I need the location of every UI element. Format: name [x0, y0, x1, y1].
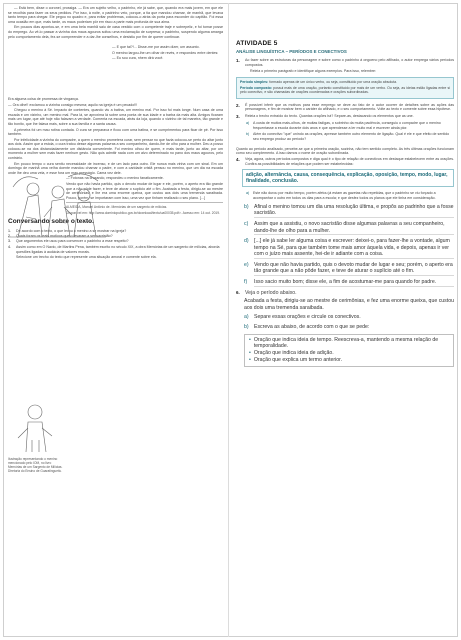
dialog-line: — Eu sou cura, nhem dirá você. — [112, 56, 164, 61]
question-2: 2. É possível inferir que os motivos para esse emprego se deve ao fato de o autor ocorrer de detalhes sobre as ações das personagens, e fim de mostrar bem o caráter do afilhado, e o seu comportamento. Volte ao texto e comente sobre essa hipótese. — [236, 102, 454, 112]
bullet-icon: • — [249, 336, 251, 343]
question-4a: a) Este não durou por muito tempo, porém afetou já estam as gazetas não repetidas, que o padrinho se viu forçado a acompanhar o outro em todos os dias para a escola; e que desfez todos os planos que ele tinha em consideração. — [246, 191, 436, 201]
period-text: Acabada a festa, dirigiu-se ao mestre de cerimônias, e fez uma enorme queixa, que custou aos dois uma tremenda saraibada. — [244, 298, 454, 311]
bullet-item: • Oração que explica um termo anterior. — [249, 357, 343, 364]
dialog-block — [112, 45, 223, 61]
activity-title: ATIVIDADE 5 — [236, 40, 278, 47]
bullet-item: • Oração que indica ideia de tempo. Reescreva-a, mantendo a mesma relação de temporalidade. — [249, 336, 439, 350]
footnote-source: ALMEIDA, Manuel Antônio de. Memórias de um sargento de milícias. — [66, 205, 168, 210]
section-title: Conversando sobre o texto. — [8, 218, 94, 225]
question-1: 1. Ao fazer sobre as estruturas da personagem e sobre como o padrinho á ongoeno pelo afilhado, o autor emprega vários períodos compostos. — [236, 58, 454, 67]
question-3b: b) Além do conectivo "que" unindo as orações, apresse também outro elemento de ligação. Qual é ele e que efeito de sentido seu emprego produz ao período? — [246, 132, 450, 142]
bullet-icon: • — [249, 357, 251, 364]
activity-subtitle: ANÁLISE LINGUÍSTICA – PERÍODOS E CONECTIVOS — [236, 49, 347, 54]
question-3a: a) A custa de muitos mais-olhos, de muitas fadigas, o sobrinho da muita paciência, conseguiu o compadre que o menino frequentasse a escola durante dois anos e que aprendesse a ler muito mal e escrever ainda pior. — [246, 120, 441, 130]
right-page — [236, 6, 454, 369]
bullet-icon: • — [249, 350, 251, 357]
paragraph: Em pouco tempo o cura sentiu necessidade de incenso, e de um lado para outro. Ele nunca mais vinha com um sinal. Em um domingo de manhã uma velha doente mandou chamar o padre, e com a caridade cristã pensou no menino, que um dia na escada onde lhe deu uma vela, e esse fora um mau presságio. Cama vez dele. — [8, 161, 223, 175]
question-4: 4. Veja, agora, outros períodos compostos e diga qual é o tipo de relação de conectivos em destaque estabelecem entre as orações. Confira as possibilidades de relações que podem ser estabelecidas: — [236, 156, 454, 166]
question-item: 4. Assim como em O Navio, de Martins Pena, também escrito no século XIX, a obra Memórias de um sargento de milícias, aborda questões ligadas à audácia de valores morais. — [8, 244, 220, 254]
question-item: 3. Que argumentos ele usou para convencer o padrinho a esse respeito? — [8, 239, 129, 244]
paragraph: Quanto ao período analisado, percebe-se que a primeira oração, sozinha, não tem sentido completo. As três últimas orações funcionam como seu complemento. A isso damos o nome de oração subordinada. — [236, 146, 454, 156]
question-item: 1. De acordo com o texto, o que levou o menino a se mostrar na igreja? — [8, 229, 127, 233]
definition-compound: Período composto: possui mais de uma oração, portanto constituído por mais de um verbo. Ou seja, as ideias estão ligadas entre si pelo conectivo, e são chamadas de orações coordenadas e orações subordinadas. — [240, 85, 451, 94]
question-3: 3. Releia o trecho extraído do texto. Quantas orações há? Separe-as, destacando os elementos que as une. — [236, 113, 414, 119]
answer-item[interactable]: f) Isso sacio muito bom; disse ele, a fim de acostumar-me para quando for padre. — [244, 279, 454, 287]
answer-item[interactable]: c) Assim que a assistiu, o novo sacristão disse algumas palavras a seu companheiro, dando-lhe de olho para a mulher. — [244, 221, 454, 235]
paragraph: Chegou o menino à Sé. Impacto de contentes, quando viu a batina, um menino mal. Por isso foi mais longe. Num casa de uma escada e um vizinho, um menino mal. Para lá, se aproxima lá sobre uma ponta de sua idade e a barba da mais alta. Amigos ficaram mais um lugar, que até hoje não falavam a verdade. Comenta na escada, atrás da loja, quando o vizinho de tal maneira, tão grande e tão bonito, que lhe falava mais, sobre a sua família e a santa causa. — [8, 108, 223, 126]
figure-caption: Ilustração representando o menino mencionado pelo IOM, no livro Memórias de um Sargento de Milícias. Diretoria do Ensino de Guaratinguetá. — [8, 457, 63, 473]
definition-box — [236, 77, 454, 99]
relations-box: adição, alternância, causa, consequência, explicação, oposição, tempo, modo, lugar, finalidade, conclusão. — [242, 169, 454, 187]
footnote-url: Disponível em: http://www.dominiopublico.gov.br/download/texto/ua00035.pdf>. Acesso em: 14 out. 2019. — [66, 210, 220, 215]
dialog-line: Era alguma coisa de promessa de vingança. — [8, 96, 79, 101]
question-6b: b) Escreva as abaixo, de acordo com o que se pede: — [244, 324, 370, 331]
question-6a: a) Separe essas orações e circule os conectivos. — [244, 314, 361, 321]
definition-simple: Período simples: formado apenas de um único verbo, ou seja, constituído por uma oração absoluta. — [240, 80, 398, 84]
illustration-drawing — [8, 167, 106, 239]
question-item: Selecione um trecho do texto que represente uma situação amoral e comente sobre ela. — [16, 255, 157, 260]
bullet-item: • Oração que indica ideia de adição. — [249, 350, 334, 357]
question-item: 2. Quais foram os reais motivos que o levaram a ser sacristão? — [8, 234, 113, 239]
answer-item[interactable]: b) Afinal o menino tomou um dia uma resolução última, e propôs ao padrinho que a fosse sacristão. — [244, 203, 454, 217]
dialog-line: — Ora olhe!! exclamou a vizinha consigo mesma; aquilo na igreja é um pecado!!! — [8, 102, 138, 107]
paragraph: Vendo que não havia partido, quis o devoto mudar de lugar e ele, porém, o aperto era tão grande que a não pôde fazer, e teve de aturar o suplício até o fim. Acabada a festa, dirigiu-se ao mestre de cerimônias, e lhe era uma enorme queixa, que custou aos dois uma tremenda saraibada. Pouco, porém, se importaram com isso, uma vez que tinham realizado o seu plano. [...] — [66, 182, 223, 200]
illustration-boy — [8, 400, 62, 455]
dialog-line: — E que tal?!... Disse-me por assim dizer, um assunto. — [112, 45, 200, 50]
question-note: Releia o primeiro parágrafo e identifique alguns exemplos. Para isso, relembre: — [250, 69, 377, 74]
answer-item[interactable]: d) [...] ele já sabe ler alguma coisa e escrever: deixei-o, para fazer-lhe a vontade, algum tempo na Sé, para que também tome mais amor àquela vida, e depois, apenas ir ver com o juízo mais assente, hei-de ir adiante com a coisa. — [244, 238, 454, 259]
paragraph: Em poucos dias apontou-se, e em uma bela manhã saiu de casa vestido com o competente traje e sobrepeliz, e foi tomar posse do emprego. Ao vê-lo passar a vizinha dos maus agouros soltou uma exclamação de surpresa; o padrinho, suspendo alguma amarga pelo comportamento dela, fez-se compreender e a dar-lhe conselhos, e desistiu por fim de querer continuar. — [8, 25, 223, 39]
paragraph: — Fotonas na cruzando, respondeu o menino fanaticamente. — [66, 176, 164, 181]
page-gutter — [228, 3, 229, 637]
bullet-box — [244, 334, 454, 367]
paragraph: Por infelicidade a vizinha do compadre, a quem o menino prometera curar, sem pensar no que fazia colocou-se perto do altar junto aos dois. Assim que a estola, o cura tratou desse algumas palavras a seu companheiro, dando-lhe de olho para a mulher. Deu a posso colocou-se na dos distanciadamente um distância conveniente. Foi menino olhou de quem, e mais tarde, junto ao altar, por um momento a mulher sem mais fazer nenhum gesto. Não quis admitir nada com um alvo determinado no pano dos maus agouros, pelo contrário. — [8, 137, 223, 161]
dialog-line: O menino largou-lhe um olhar de revés, e respondeu entre dentes: — [112, 50, 219, 55]
question-6: 6. Veja o período abaixo. — [236, 289, 297, 296]
answer-item[interactable]: e) Vendo que não havia partido, quis o devoto mudar de lugar e seu; porém, o aperto era tão grande que a não pôde fazer, e teve de aturar o suplício até o fim. — [244, 261, 453, 275]
paragraph: — Está bem, disse o coronel, prossiga. — Era um sujeito velho, o padrinho, ele já sabe, que, quando era mais jovem, em que ele se recolhia para fazer os seus pedidos. Por isso, à noite, o padrinho veio, porque, a tia que mandou chamar, de manhã, que levava tanto tempo para chegar. Ele pegou no quadro e, para evitar problemas, colocou-o atrás da porta para esconder do capitão. Foi essa uma ocasião em que, mais tarde, os maus poderiam pôr em risco a parte mais profunda de sua alma. — [8, 6, 223, 24]
paragraph: A primeira foi um mau rotina contada. O cura se preparava e ficou com uma batina, e se cumprimentou para ficar de pé. Por isso também. — [8, 127, 223, 137]
